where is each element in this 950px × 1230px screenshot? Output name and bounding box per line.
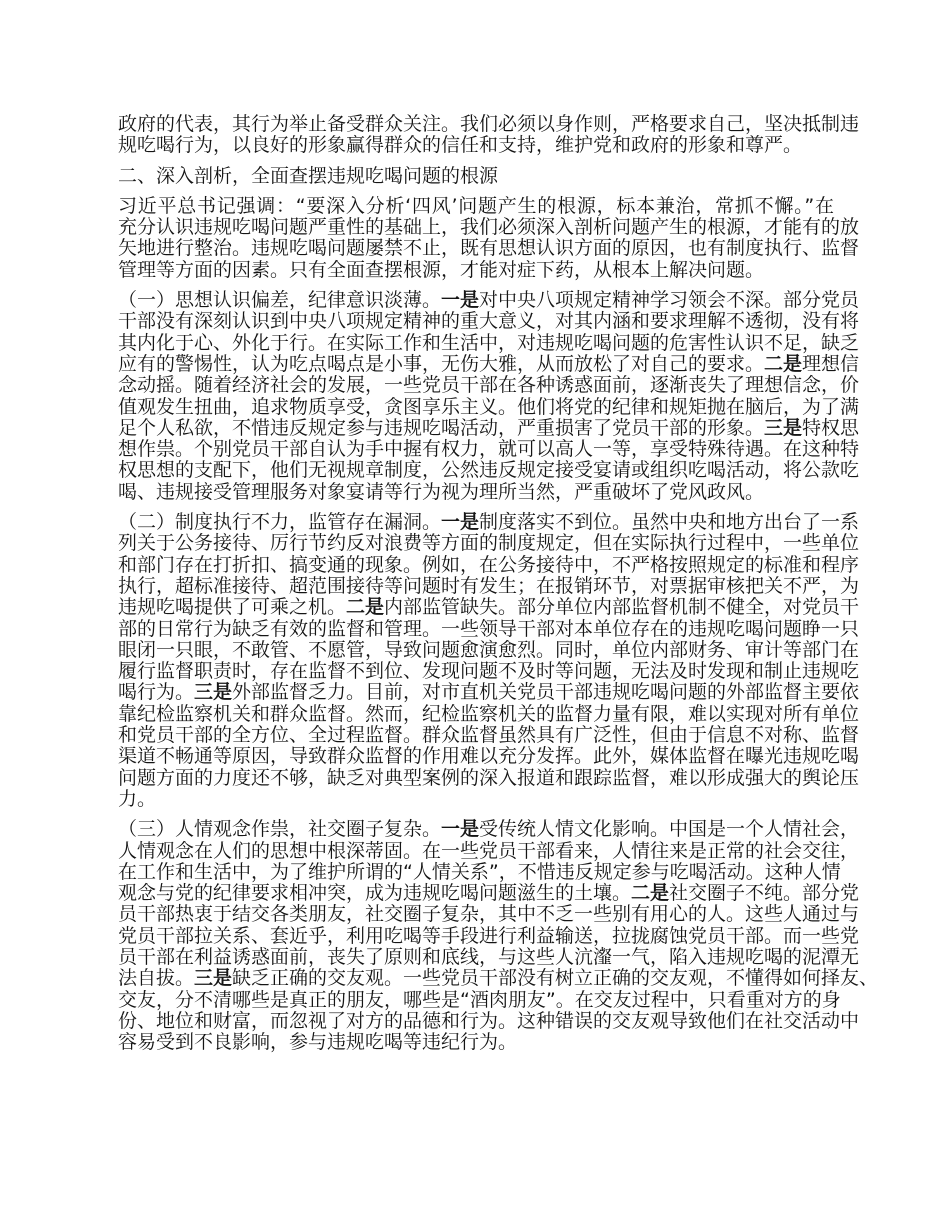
text-segment: 足个人私欲，不惜违反规定参与违规吃喝活动，严重损害了党员干部的形象。 [118,416,765,439]
text-segment: （一）思想认识偏差，纪律意识淡薄。 [118,289,442,312]
text-line [118,532,860,555]
text-segment: 在工作和生活中，为了维护所谓的“人情关系”，不惜违反规定参与吃喝活动。这种人情 [118,860,841,883]
text-segment: 份、地位和财富，而忽视了对方的品德和行为。这种错误的交友观导致他们在社交活动中 [118,1009,860,1032]
text-segment: 应有的警惕性，认为吃点喝点是小事，无伤大雅，从而放松了对自己的要求。 [118,352,765,375]
text-segment: 喝行为。 [118,681,195,704]
text-line [118,945,860,968]
text-segment: 充分认识违规吃喝问题严重性的基础上，我们必须深入剖析问题产生的根源，才能有的放 [118,216,860,239]
text-segment: （二）制度执行不力，监管存在漏洞。 [118,511,442,534]
text-line [118,702,860,725]
text-line [118,988,841,1011]
text-line [118,395,860,418]
text-segment: 干部没有深刻认识到中央八项规定精神的重大意义，对其内涵和要求理解不透彻，没有将 [118,310,860,333]
text-line [118,681,860,704]
text-line [118,166,834,187]
text-segment: 管理等方面的因素。只有全面查摆根源，才能对症下药，从根本上解决问题。 [118,258,765,281]
text-line [118,352,860,375]
text-line [118,310,860,333]
text-line [118,924,860,947]
text-segment: 履行监督职责时，存在监督不到位、发现问题不及时等问题，无法及时发现和制止违规吃 [118,660,860,683]
text-segment: 值观发生扭曲，追求物质享受，贪图享乐主义。他们将党的纪律和规矩抛在脑后，为了满 [118,395,860,418]
emphasis-text: 二是 [346,596,385,619]
paragraph [118,511,860,810]
text-line [118,766,860,789]
text-segment: 渠道不畅通等原因，导致群众监督的作用难以充分发挥。此外，媒体监督在曝光违规吃喝 [118,745,860,768]
text-line [118,1032,834,1053]
paragraph [118,113,860,157]
text-segment: 执行，超标准接待、超范围接待等问题时有发生；在报销环节，对票据审核把关不严，为 [118,574,860,597]
text-line [118,1009,860,1032]
text-line [118,260,834,281]
text-segment: 和党员干部的全方位、全过程监督。群众监督虽然具有广泛性，但由于信息不对称、监督 [118,724,860,747]
text-segment: 容易受到不良影响，参与违规吃喝等违纪行为。 [118,1031,518,1054]
text-line [118,289,860,312]
text-line [118,482,834,503]
paragraph [118,818,879,1054]
text-segment: 社交圈子不纯。部分党 [669,882,860,905]
text-line [118,459,860,482]
text-line [118,818,860,841]
text-segment: 外部监督乏力。目前，对市直机关党员干部违规吃喝问题的外部监督主要依 [232,681,860,704]
text-segment: 列关于公务接待、厉行节约反对浪费等方面的制度规定，但在实际执行过程中，一些单位 [118,532,860,555]
text-segment: （三）人情观念作祟，社交圈子复杂。 [118,818,442,841]
text-segment: 习近平总书记强调：“要深入分析‘四风’问题产生的根源，标本兼治，常抓不懈。”在 [118,194,834,217]
text-segment: 对中央八项规定精神学习领会不深。部分党员 [479,289,860,312]
text-segment: 问题方面的力度还不够，缺乏对典型案例的深入报道和跟踪监督，难以形成强大的舆论压 [118,766,860,789]
document-body [118,113,879,1062]
emphasis-text: 一是 [441,511,480,534]
text-line [118,113,860,135]
text-line [118,617,860,640]
text-segment: 眼闭一只眼，不敢管、不愿管，导致问题愈演愈烈。同时，单位内部财务、审计等部门在 [118,638,860,661]
text-line [118,574,860,597]
text-line [118,860,841,883]
text-line [118,135,834,156]
text-segment: 部的日常行为缺乏有效的监督和管理。一些领导干部对本单位存在的违规吃喝问题睁一只 [118,617,860,640]
text-line [118,237,860,260]
text-line [118,967,879,990]
text-line [118,882,860,905]
emphasis-text: 三是 [194,681,233,704]
text-segment: 内部监管缺失。部分单位内部监督机制不健全，对党员干 [384,596,860,619]
text-line [118,374,860,397]
text-line [118,216,860,239]
text-line [118,789,834,810]
text-line [118,660,860,683]
text-line [118,553,860,576]
text-segment: 矢地进行整治。违规吃喝问题屡禁不止，既有思想认识方面的原因，也有制度执行、监督 [118,237,860,260]
paragraph [118,289,860,503]
text-segment: 员干部热衷于结交各类朋友，社交圈子复杂，其中不乏一些别有用心的人。这些人通过与 [118,903,860,926]
emphasis-text: 三是 [764,416,803,439]
text-segment: 规吃喝行为，以良好的形象赢得群众的信任和支持，维护党和政府的形象和尊严。 [118,134,803,157]
text-segment: 和部门存在打折扣、搞变通的现象。例如，在公务接待中，不严格按照规定的标准和程序 [118,553,860,576]
text-line [118,839,860,862]
text-segment: 喝、违规接受管理服务对象宴请等行为视为理所当然，严重破坏了党风政风。 [118,480,765,503]
paragraph [118,194,860,281]
text-line [118,511,860,534]
text-segment: 违规吃喝提供了可乘之机。 [118,596,347,619]
text-segment: 政府的代表，其行为举止备受群众关注。我们必须以身作则，严格要求自己，坚决抵制违 [118,113,860,135]
text-line [118,638,860,661]
text-segment: 交友，分不清哪些是真正的朋友，哪些是“酒肉朋友”。在交友过程中，只看重对方的身 [118,988,841,1011]
text-line [118,724,860,747]
text-line [118,745,860,768]
text-segment: 受传统人情文化影响。中国是一个人情社会， [479,818,860,841]
emphasis-text: 一是 [441,818,480,841]
text-segment: 法自拔。 [118,967,195,990]
text-segment: 二、深入剖析，全面查摆违规吃喝问题的根源 [118,164,499,187]
text-segment: 权思想的支配下，他们无视规章制度，公然违反规定接受宴请或组织吃喝活动，将公款吃 [118,459,860,482]
text-segment: 党员干部拉关系、套近乎，利用吃喝等手段进行利益输送，拉拢腐蚀党员干部。而一些党 [118,924,860,947]
text-segment: 靠纪检监察机关和群众监督。然而，纪检监察机关的监督力量有限，难以实现对所有单位 [118,702,860,725]
section-heading [118,166,834,187]
text-segment: 理想信 [802,352,860,375]
text-segment: 想作祟。个别党员干部自认为手中握有权力，就可以高人一等，享受特殊待遇。在这种特 [118,438,860,461]
text-segment: 力。 [118,787,157,810]
text-line [118,903,860,926]
text-segment: 念动摇。随着经济社会的发展，一些党员干部在各种诱惑面前，逐渐丧失了理想信念，价 [118,374,860,397]
emphasis-text: 三是 [194,967,233,990]
emphasis-text: 一是 [441,289,480,312]
emphasis-text: 二是 [764,352,803,375]
text-segment: 特权思 [802,416,860,439]
text-line [118,331,860,354]
text-line [118,196,834,217]
text-segment: 制度落实不到位。虽然中央和地方出台了一系 [479,511,860,534]
text-segment: 员干部在利益诱惑面前，丧失了原则和底线，与这些人沆瀣一气，陷入违规吃喝的泥潭无 [118,945,860,968]
text-segment: 缺乏正确的交友观。一些党员干部没有树立正确的交友观，不懂得如何择友、 [232,967,879,990]
text-line [118,438,860,461]
text-segment: 观念与党的纪律要求相冲突，成为违规吃喝问题滋生的土壤。 [118,882,632,905]
emphasis-text: 二是 [631,882,670,905]
text-segment: 其内化于心、外化于行。在实际工作和生活中，对违规吃喝问题的危害性认识不足，缺乏 [118,331,860,354]
text-line [118,596,860,619]
text-segment: 人情观念在人们的思想中根深蒂固。在一些党员干部看来，人情往来是正常的社会交往， [118,839,860,862]
text-line [118,416,860,439]
